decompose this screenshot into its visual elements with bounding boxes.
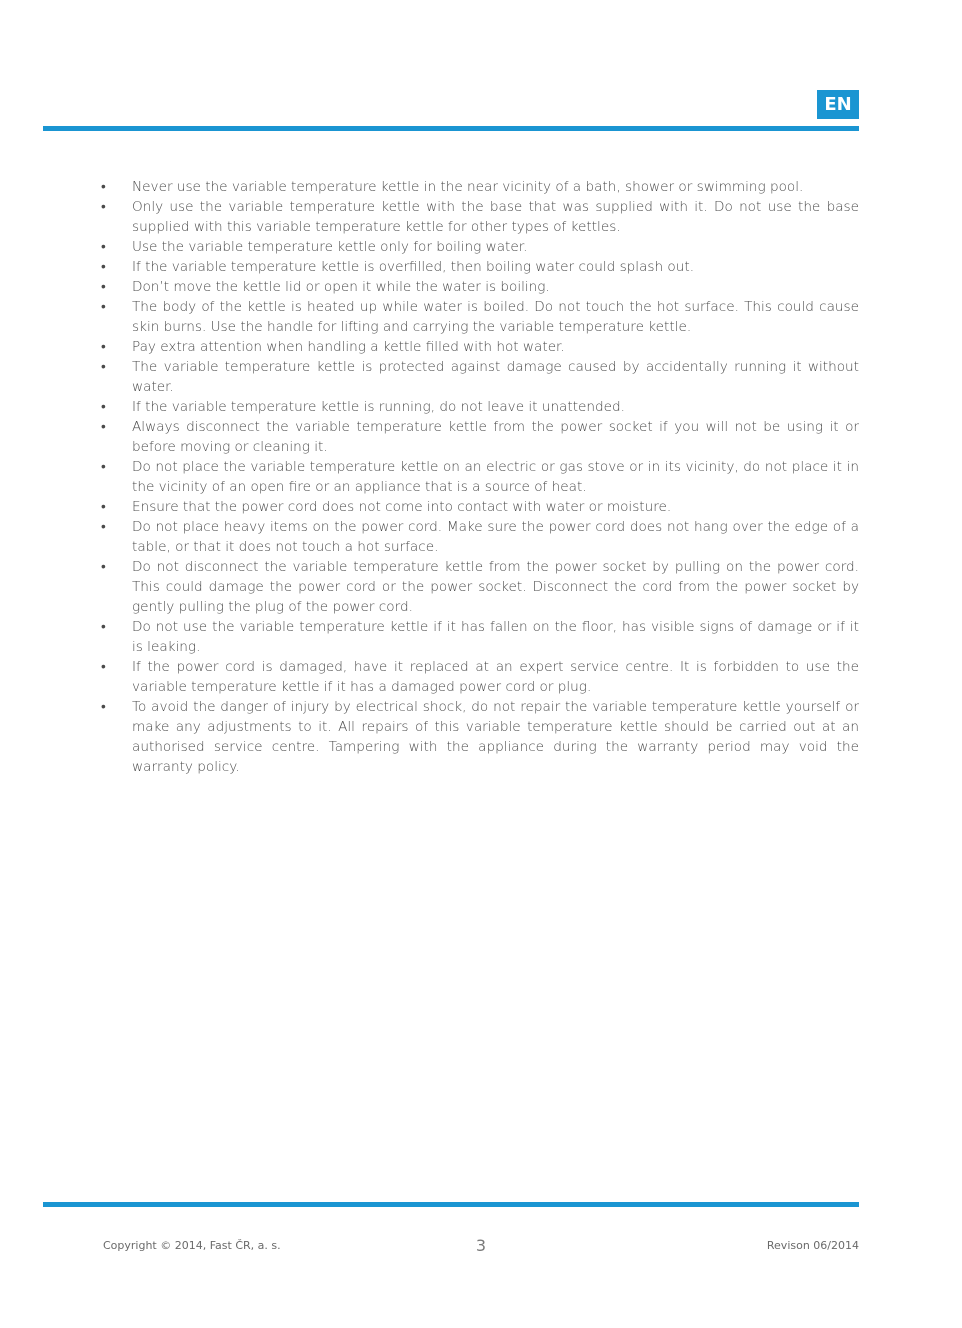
page-number: 3 xyxy=(475,1236,487,1255)
copyright-text: Copyright © 2014, Fast ČR, a. s. xyxy=(103,1239,281,1252)
list-item xyxy=(99,297,859,337)
list-item-text: Don’t move the kettle lid or open it while the water is boiling. xyxy=(132,279,550,295)
bullet-icon: • xyxy=(101,459,106,475)
bullet-icon: • xyxy=(101,279,106,295)
bullet-icon: • xyxy=(101,419,106,435)
list-item-text: Use the variable temperature kettle only for boiling water. xyxy=(132,239,528,255)
list-item xyxy=(99,197,859,237)
safety-instructions-list xyxy=(99,177,859,777)
list-item-text: Pay extra attention when handling a kettle filled with hot water. xyxy=(132,339,565,355)
bullet-icon: • xyxy=(101,499,106,515)
list-item xyxy=(99,397,859,417)
bullet-icon: • xyxy=(101,399,106,415)
list-item xyxy=(99,277,859,297)
list-item-text: Only use the variable temperature kettle with the base that was supplied with it. Do not use the base supplied with this variable temperature kettle for other types of kettles. xyxy=(132,199,859,235)
list-item xyxy=(99,357,859,397)
bullet-icon: • xyxy=(101,559,106,575)
bullet-icon: • xyxy=(101,179,106,195)
list-item xyxy=(99,517,859,557)
bullet-icon: • xyxy=(101,659,106,675)
list-item xyxy=(99,257,859,277)
list-item-text: If the variable temperature kettle is running, do not leave it unattended. xyxy=(132,399,625,415)
bullet-icon: • xyxy=(101,619,106,635)
list-item-text: The body of the kettle is heated up while water is boiled. Do not touch the hot surface. This could cause skin burns. Use the handle for lifting and carrying the variable temperature kettle. xyxy=(132,299,859,335)
list-item-text: The variable temperature kettle is protected against damage caused by accidentally running it without water. xyxy=(132,359,859,395)
list-item xyxy=(99,337,859,357)
bullet-icon: • xyxy=(101,359,106,375)
header-rule xyxy=(43,126,859,131)
bullet-icon: • xyxy=(101,239,106,255)
language-badge: EN xyxy=(817,90,859,119)
list-item-text: Always disconnect the variable temperature kettle from the power socket if you will not be using it or before moving or cleaning it. xyxy=(132,419,859,455)
list-item-text: Never use the variable temperature kettle in the near vicinity of a bath, shower or swimming pool. xyxy=(132,179,804,195)
list-item-text: To avoid the danger of injury by electrical shock, do not repair the variable temperature kettle yourself or make any adjustments to it. All repairs of this variable temperature kettle should be carried out at an authorised service centre. Tampering with the appliance during the warranty period may void the warranty policy. xyxy=(132,699,859,775)
bullet-icon: • xyxy=(101,199,106,215)
bullet-icon: • xyxy=(101,299,106,315)
list-item xyxy=(99,617,859,657)
bullet-icon: • xyxy=(101,519,106,535)
list-item xyxy=(99,457,859,497)
list-item xyxy=(99,697,859,777)
list-item-text: If the power cord is damaged, have it replaced at an expert service centre. It is forbidden to use the variable temperature kettle if it has a damaged power cord or plug. xyxy=(132,659,859,695)
list-item-text: If the variable temperature kettle is overfilled, then boiling water could splash out. xyxy=(132,259,695,275)
list-item-text: Do not place heavy items on the power cord. Make sure the power cord does not hang over the edge of a table, or that it does not touch a hot surface. xyxy=(132,519,859,555)
bullet-icon: • xyxy=(101,259,106,275)
list-item xyxy=(99,557,859,617)
list-item xyxy=(99,417,859,457)
list-item-text: Ensure that the power cord does not come into contact with water or moisture. xyxy=(132,499,672,515)
list-item-text: Do not disconnect the variable temperature kettle from the power socket by pulling on the power cord. This could damage the power cord or the power socket. Disconnect the cord from the power socket by gently pulling the plug of the power cord. xyxy=(132,559,859,615)
footer-rule xyxy=(43,1202,859,1207)
revision-text: Revison 06/2014 xyxy=(766,1239,859,1252)
list-item xyxy=(99,497,859,517)
list-item-text: Do not use the variable temperature kettle if it has fallen on the floor, has visible signs of damage or if it is leaking. xyxy=(132,619,859,655)
list-item xyxy=(99,177,859,197)
bullet-icon: • xyxy=(101,339,106,355)
list-item xyxy=(99,237,859,257)
list-item-text: Do not place the variable temperature kettle on an electric or gas stove or in its vicinity, do not place it in the vicinity of an open fire or an appliance that is a source of heat. xyxy=(132,459,859,495)
bullet-icon: • xyxy=(101,699,106,715)
list-item xyxy=(99,657,859,697)
